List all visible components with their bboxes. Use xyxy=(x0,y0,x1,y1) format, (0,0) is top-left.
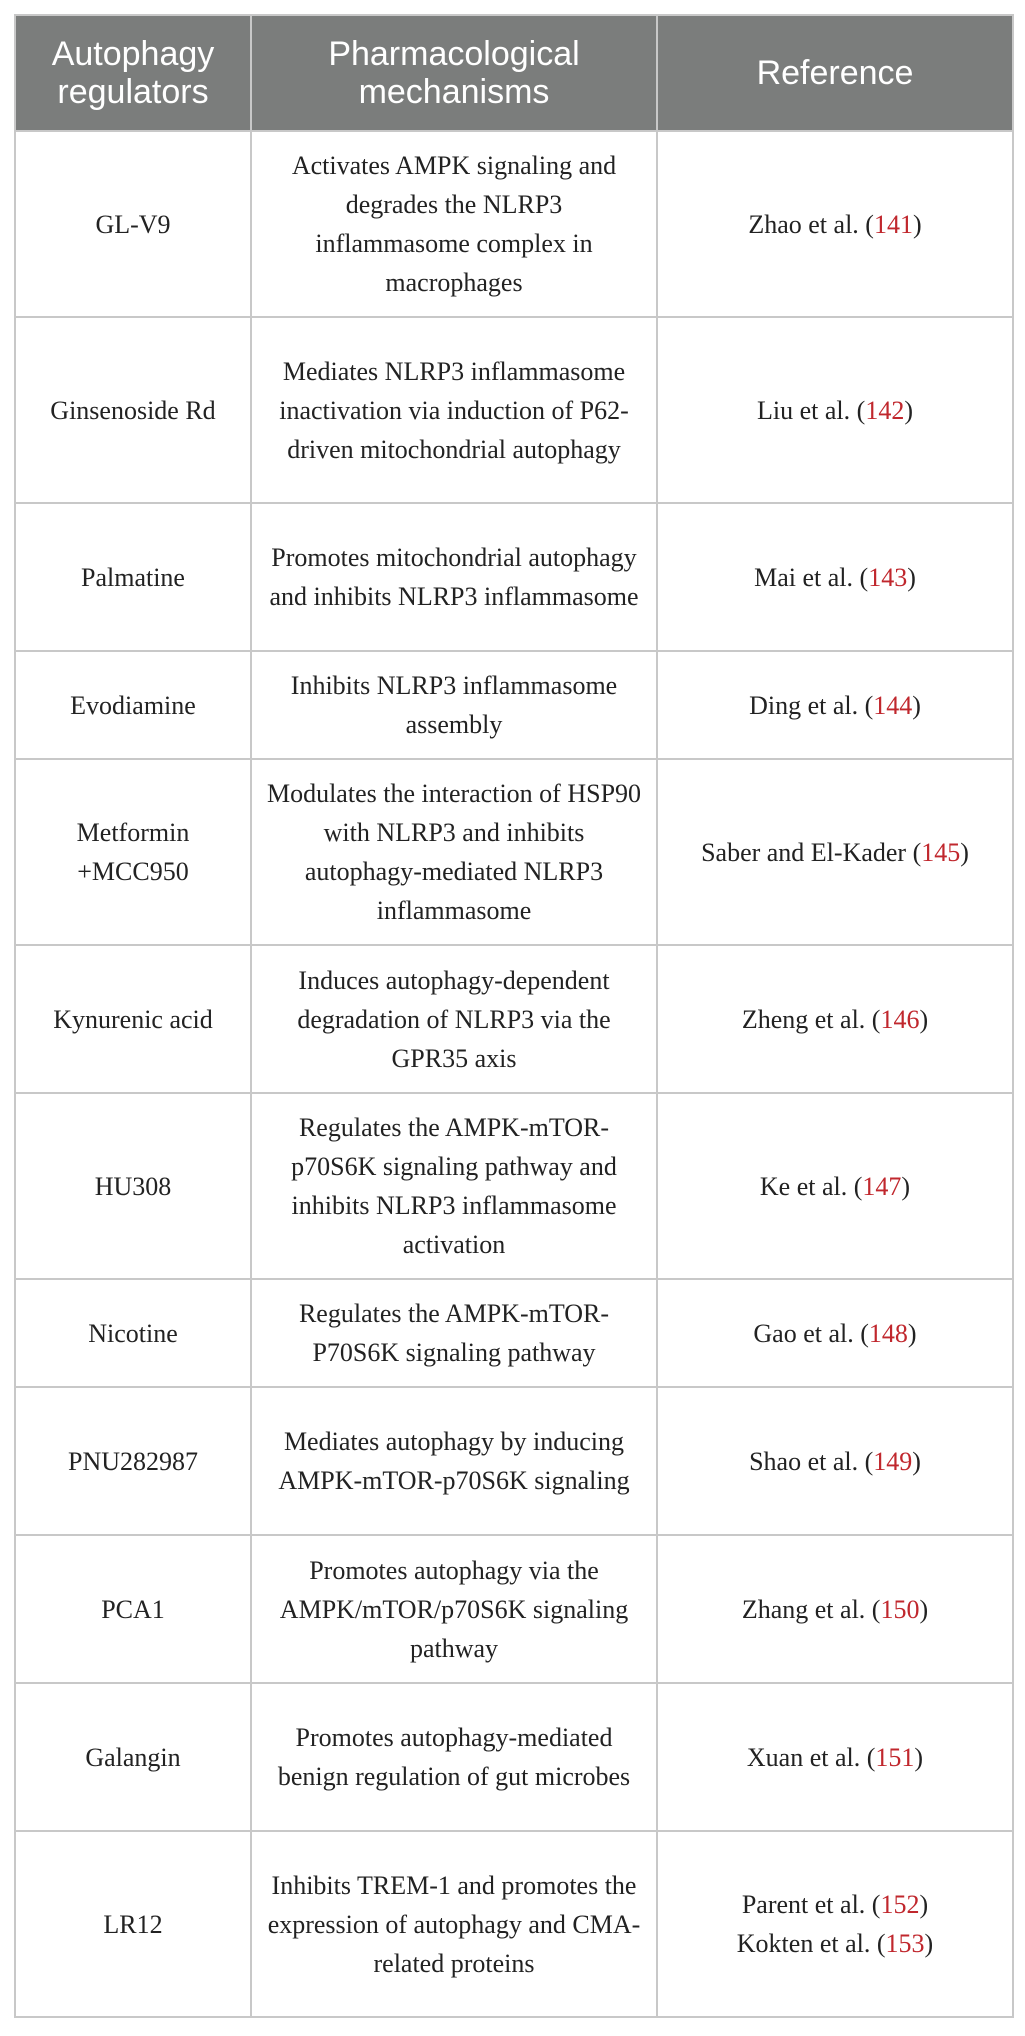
reference-link[interactable]: 146 xyxy=(880,1004,920,1034)
table-row xyxy=(15,1831,1013,2017)
reference-author: Ke et al. xyxy=(759,1171,848,1201)
reference-cell xyxy=(657,503,1013,651)
header-mechanisms: Pharmacological mechanisms xyxy=(251,15,657,131)
reference-entry: Zhang et al. (150) xyxy=(741,1594,929,1624)
table-row xyxy=(15,317,1013,503)
reference-author: Shao et al. xyxy=(749,1446,859,1476)
reference-entry: Zhao et al. (141) xyxy=(748,209,922,239)
reference-link[interactable]: 151 xyxy=(875,1742,915,1772)
reference-author: Zhao et al. xyxy=(748,209,859,239)
mechanism-cell: Promotes mitochondrial autophagy and inhibits NLRP3 inflammasome xyxy=(251,503,657,651)
table-row xyxy=(15,1683,1013,1831)
table-row xyxy=(15,1093,1013,1279)
reference-entry: Saber and El-Kader (145) xyxy=(701,837,969,867)
reference-entry: Kokten et al. (153) xyxy=(736,1929,934,1958)
regulator-cell: GL-V9 xyxy=(15,131,251,317)
reference-cell xyxy=(657,1683,1013,1831)
table-row xyxy=(15,503,1013,651)
reference-cell xyxy=(657,759,1013,945)
table-row xyxy=(15,1535,1013,1683)
header-regulators: Autophagy regulators xyxy=(15,15,251,131)
mechanism-cell: Promotes autophagy via the AMPK/mTOR/p70S6K signaling pathway xyxy=(251,1535,657,1683)
reference-entry: Liu et al. (142) xyxy=(757,395,913,425)
mechanism-cell: Inhibits NLRP3 inflammasome assembly xyxy=(251,651,657,759)
mechanism-cell: Mediates autophagy by inducing AMPK-mTOR-p70S6K signaling xyxy=(251,1387,657,1535)
reference-entry: Zheng et al. (146) xyxy=(741,1004,929,1034)
mechanism-cell: Inhibits TREM-1 and promotes the expression of autophagy and CMA-related proteins xyxy=(251,1831,657,2017)
reference-link[interactable]: 148 xyxy=(868,1318,908,1348)
reference-author: Ding et al. xyxy=(749,690,859,720)
reference-link[interactable]: 143 xyxy=(868,562,908,592)
reference-cell xyxy=(657,945,1013,1093)
regulator-cell: Metformin +MCC950 xyxy=(15,759,251,945)
table-header xyxy=(15,15,1013,131)
reference-entry: Ding et al. (144) xyxy=(749,690,921,720)
mechanism-cell: Regulates the AMPK-mTOR-p70S6K signaling pathway and inhibits NLRP3 inflammasome activation xyxy=(251,1093,657,1279)
reference-author: Saber and El-Kader xyxy=(701,837,907,867)
mechanism-cell: Promotes autophagy-mediated benign regulation of gut microbes xyxy=(251,1683,657,1831)
regulators-table xyxy=(14,14,1014,2018)
reference-entry: Mai et al. (143) xyxy=(754,562,916,592)
reference-link[interactable]: 142 xyxy=(865,395,905,425)
reference-author: Gao et al. xyxy=(753,1318,854,1348)
reference-link[interactable]: 145 xyxy=(921,837,961,867)
reference-cell xyxy=(657,651,1013,759)
reference-author: Mai et al. xyxy=(754,562,854,592)
reference-author: Parent et al. xyxy=(741,1890,866,1919)
table-row xyxy=(15,945,1013,1093)
reference-link[interactable]: 149 xyxy=(873,1446,913,1476)
regulator-cell: Palmatine xyxy=(15,503,251,651)
reference-entry: Xuan et al. (151) xyxy=(746,1742,924,1772)
mechanism-cell: Induces autophagy-dependent degradation of NLRP3 via the GPR35 axis xyxy=(251,945,657,1093)
table-row xyxy=(15,131,1013,317)
reference-author: Liu et al. xyxy=(757,395,851,425)
table-row xyxy=(15,1387,1013,1535)
table-row xyxy=(15,651,1013,759)
table-row xyxy=(15,759,1013,945)
regulator-cell: PCA1 xyxy=(15,1535,251,1683)
reference-cell xyxy=(657,1831,1013,2017)
reference-cell xyxy=(657,317,1013,503)
reference-cell xyxy=(657,1093,1013,1279)
regulator-cell: HU308 xyxy=(15,1093,251,1279)
reference-link[interactable]: 153 xyxy=(885,1929,925,1958)
reference-entry: Gao et al. (148) xyxy=(753,1318,917,1348)
table-row xyxy=(15,1279,1013,1387)
regulator-cell: Nicotine xyxy=(15,1279,251,1387)
mechanism-cell: Mediates NLRP3 inflammasome inactivation via induction of P62-driven mitochondrial autophagy xyxy=(251,317,657,503)
reference-cell xyxy=(657,1279,1013,1387)
reference-link[interactable]: 147 xyxy=(862,1171,902,1201)
reference-author: Zhang et al. xyxy=(741,1594,866,1624)
header-row xyxy=(15,15,1013,131)
regulator-cell: Ginsenoside Rd xyxy=(15,317,251,503)
regulator-cell: LR12 xyxy=(15,1831,251,2017)
regulator-cell: Kynurenic acid xyxy=(15,945,251,1093)
reference-cell xyxy=(657,1387,1013,1535)
reference-cell xyxy=(657,131,1013,317)
reference-author: Zheng et al. xyxy=(741,1004,866,1034)
reference-entry: Ke et al. (147) xyxy=(759,1171,911,1201)
mechanism-cell: Activates AMPK signaling and degrades the NLRP3 inflammasome complex in macrophages xyxy=(251,131,657,317)
reference-author: Kokten et al. xyxy=(736,1929,871,1958)
reference-link[interactable]: 152 xyxy=(880,1890,920,1919)
reference-entry: Parent et al. (152) xyxy=(741,1890,929,1919)
reference-author: Xuan et al. xyxy=(746,1742,861,1772)
mechanism-cell: Modulates the interaction of HSP90 with NLRP3 and inhibits autophagy-mediated NLRP3 inflammasome xyxy=(251,759,657,945)
regulator-cell: Evodiamine xyxy=(15,651,251,759)
reference-entry: Shao et al. (149) xyxy=(749,1446,921,1476)
mechanism-cell: Regulates the AMPK-mTOR-P70S6K signaling pathway xyxy=(251,1279,657,1387)
reference-link[interactable]: 141 xyxy=(873,209,913,239)
reference-link[interactable]: 144 xyxy=(873,690,913,720)
reference-link[interactable]: 150 xyxy=(880,1594,920,1624)
regulator-cell: Galangin xyxy=(15,1683,251,1831)
table-body xyxy=(15,131,1013,2017)
header-reference: Reference xyxy=(657,15,1013,131)
regulator-cell: PNU282987 xyxy=(15,1387,251,1535)
reference-cell xyxy=(657,1535,1013,1683)
